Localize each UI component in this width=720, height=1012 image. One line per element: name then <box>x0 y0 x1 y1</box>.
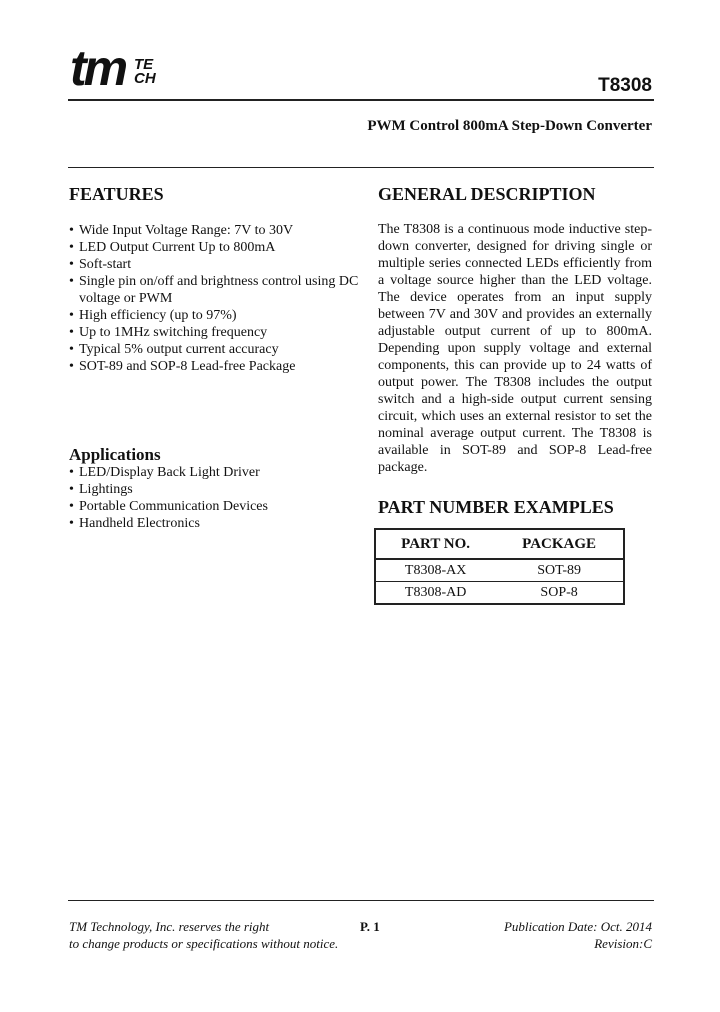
logo-text: tm <box>70 40 126 96</box>
footer-publication-info: Publication Date: Oct. 2014 Revision:C <box>503 919 652 951</box>
applications-list <box>69 464 359 532</box>
list-item: • Single pin on/off and brightness control using DC voltage or PWM <box>69 273 359 307</box>
part-number-examples-heading: PART NUMBER EXAMPLES <box>378 497 614 517</box>
table-cell-part-no: T8308-AD <box>404 584 467 600</box>
features-heading: FEATURES <box>69 184 164 204</box>
list-item: • LED Output Current Up to 800mA <box>69 239 359 256</box>
table-cell-part-no: T8308-AX <box>375 559 495 582</box>
list-item: • Handheld Electronics <box>69 515 359 532</box>
list-item: • Soft-start <box>69 256 359 273</box>
table-row <box>375 559 624 582</box>
section-divider <box>68 167 654 168</box>
list-item: • LED/Display Back Light Driver <box>69 464 359 481</box>
table-row <box>375 582 624 605</box>
part-number-table <box>374 528 625 605</box>
logo-subtext: TE CH <box>134 56 156 87</box>
list-item: • High efficiency (up to 97%) <box>69 307 359 324</box>
applications-heading: Applications <box>69 445 161 464</box>
list-item: • Lightings <box>69 481 359 498</box>
footer-divider <box>68 900 654 901</box>
company-logo <box>70 40 180 100</box>
list-item: • Wide Input Voltage Range: 7V to 30V <box>69 222 359 239</box>
header-divider <box>68 99 654 101</box>
general-description-heading: GENERAL DESCRIPTION <box>378 184 596 204</box>
table-cell-package: SOT-89 <box>495 559 624 582</box>
features-list <box>69 222 359 375</box>
document-subtitle: PWM Control 800mA Step-Down Converter <box>367 118 652 134</box>
table-cell-package: SOP-8 <box>540 584 578 600</box>
list-item: • Typical 5% output current accuracy <box>69 341 359 358</box>
list-item: • Portable Communication Devices <box>69 498 359 515</box>
table-header-row <box>375 529 624 559</box>
part-number-title: T8308 <box>598 75 652 96</box>
footer-disclaimer: TM Technology, Inc. reserves the right to change products or specifications without notice. <box>69 919 339 951</box>
list-item: • SOT-89 and SOP-8 Lead-free Package <box>69 358 359 375</box>
column-header-package: PACKAGE <box>495 529 624 559</box>
general-description-body: The T8308 is a continuous mode inductive step-down converter, designed for driving single or multiple series connected LEDs efficiently from a voltage source higher than the LED voltage. The device operates from an input supply between 7V and 30V and provides an externally adjustable output current of up to 800mA. Depending upon supply voltage and external components, this can provide up to 24 watts of output power. The T8308 includes the output switch and a high-side output current sensing circuit, which uses an external resistor to set the nominal average output current. The T8308 is available in SOT-89 and SOP-8 Lead-free package. <box>378 222 652 475</box>
list-item: • Up to 1MHz switching frequency <box>69 324 359 341</box>
column-header-part-no: PART NO. <box>375 529 495 559</box>
page-number: P. 1 <box>360 919 380 934</box>
